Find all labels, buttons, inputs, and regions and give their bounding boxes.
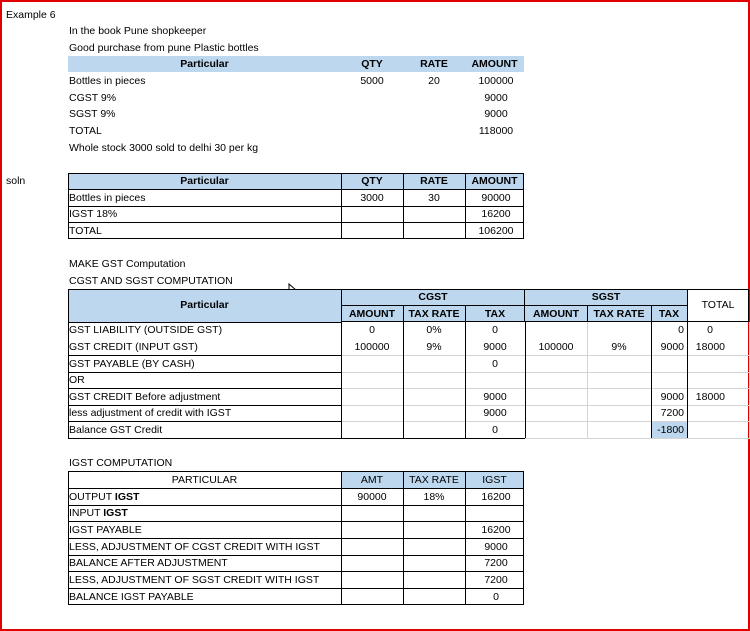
solution-row-rate: 30 (428, 192, 440, 204)
gst-cell: -1800 (657, 424, 684, 436)
igst-col-amt: AMT (360, 474, 384, 486)
problem-row-amount: 9000 (484, 92, 508, 104)
gst-title-1: MAKE GST Computation (69, 258, 186, 270)
problem-col-particular: Particular (180, 58, 229, 70)
problem-row-label: CGST 9% (69, 92, 117, 104)
igst-cell: 16200 (481, 491, 511, 503)
gst-cell: 18000 (695, 341, 725, 353)
gst-sub-taxrate: TAX RATE (408, 308, 460, 320)
example-heading: Example 6 (6, 9, 56, 21)
gst-col-cgst: CGST (418, 291, 448, 303)
gst-cell: 9000 (660, 391, 684, 403)
igst-col-igst: IGST (482, 474, 507, 486)
gst-cell: 0 (492, 358, 498, 370)
igst-row-label: INPUT IGST (69, 507, 128, 519)
problem-sale-note: Whole stock 3000 sold to delhi 30 per kg (69, 142, 259, 154)
gst-cell: 9000 (483, 341, 507, 353)
gst-cell: 0 (707, 324, 713, 336)
problem-row-label: SGST 9% (69, 108, 116, 120)
igst-title: IGST COMPUTATION (69, 457, 173, 469)
gst-cell: 9000 (483, 391, 507, 403)
problem-col-amount: AMOUNT (471, 58, 518, 70)
igst-row-label: LESS, ADJUSTMENT OF SGST CREDIT WITH IGST (69, 574, 320, 586)
igst-cell: 7200 (484, 574, 508, 586)
problem-col-qty: QTY (361, 58, 383, 70)
gst-row-label: GST CREDIT (INPUT GST) (69, 341, 198, 353)
gst-row-label: GST CREDIT Before adjustment (69, 391, 221, 403)
gst-sub-taxrate: TAX RATE (593, 308, 645, 320)
gst-sub-tax: TAX (484, 308, 506, 320)
problem-row-amount: 100000 (478, 75, 514, 87)
problem-row-amount: 118000 (478, 125, 514, 137)
igst-row-label: OUTPUT IGST (69, 491, 140, 503)
gst-cell: 7200 (660, 407, 684, 419)
gst-cell: 0 (678, 324, 684, 336)
solution-col-qty: QTY (361, 175, 383, 187)
gst-col-total: TOTAL (701, 299, 735, 311)
gst-cell: 0 (369, 324, 375, 336)
igst-cell: 16200 (481, 524, 511, 536)
solution-label: soln (6, 175, 26, 187)
igst-row-label: IGST PAYABLE (69, 524, 142, 536)
gst-sub-tax: TAX (658, 308, 680, 320)
solution-col-rate: RATE (420, 175, 448, 187)
gst-cell: 0 (492, 324, 498, 336)
gst-cell: 100000 (354, 341, 390, 353)
igst-cell: 90000 (357, 491, 387, 503)
igst-row-label: BALANCE IGST PAYABLE (69, 591, 194, 603)
problem-row-amount: 9000 (484, 108, 508, 120)
igst-col-particular: PARTICULAR (171, 474, 238, 486)
gst-col-sgst: SGST (591, 291, 621, 303)
problem-col-rate: RATE (420, 58, 448, 70)
solution-col-amount: AMOUNT (471, 175, 518, 187)
gst-row-label: GST PAYABLE (BY CASH) (69, 358, 195, 370)
igst-row-label: LESS, ADJUSTMENT OF CGST CREDIT WITH IGST (69, 541, 320, 553)
gst-row-label: GST LIABILITY (OUTSIDE GST) (69, 324, 223, 336)
problem-intro-1: In the book Pune shopkeeper (69, 25, 207, 37)
problem-intro-2: Good purchase from pune Plastic bottles (69, 42, 259, 54)
gst-cell: 0 (492, 424, 498, 436)
gst-col-particular: Particular (180, 299, 229, 311)
gst-cell: 9% (611, 341, 627, 353)
gst-cell: 18000 (695, 391, 725, 403)
gst-cell: 9000 (660, 341, 684, 353)
gst-cell: 9% (426, 341, 442, 353)
solution-row-amount: 90000 (481, 192, 511, 204)
solution-row-label: Bottles in pieces (69, 192, 146, 204)
problem-row-qty: 5000 (360, 75, 384, 87)
igst-col-taxrate: TAX RATE (409, 474, 459, 486)
solution-row-label: TOTAL (69, 225, 102, 237)
gst-sub-amount: AMOUNT (348, 308, 396, 320)
gst-title-2: CGST AND SGST COMPUTATION (69, 275, 233, 287)
problem-row-label: TOTAL (69, 125, 102, 137)
gst-sub-amount: AMOUNT (532, 308, 580, 320)
problem-row-rate: 20 (428, 75, 440, 87)
solution-row-amount: 16200 (481, 208, 511, 220)
solution-row-qty: 3000 (360, 192, 384, 204)
gst-row-label: less adjustment of credit with IGST (69, 407, 232, 419)
igst-cell: 9000 (484, 541, 508, 553)
solution-row-amount: 106200 (478, 225, 514, 237)
gst-cell: 100000 (538, 341, 574, 353)
solution-row-label: IGST 18% (69, 208, 118, 220)
gst-row-label: OR (69, 374, 85, 386)
problem-row-label: Bottles in pieces (69, 75, 146, 87)
igst-cell: 0 (493, 591, 499, 603)
gst-cell: 9000 (483, 407, 507, 419)
solution-col-particular: Particular (180, 175, 229, 187)
gst-row-label: Balance GST Credit (69, 424, 163, 436)
igst-cell: 18% (423, 491, 445, 503)
igst-row-label: BALANCE AFTER ADJUSTMENT (69, 557, 228, 569)
gst-cell: 0% (426, 324, 442, 336)
igst-cell: 7200 (484, 557, 508, 569)
